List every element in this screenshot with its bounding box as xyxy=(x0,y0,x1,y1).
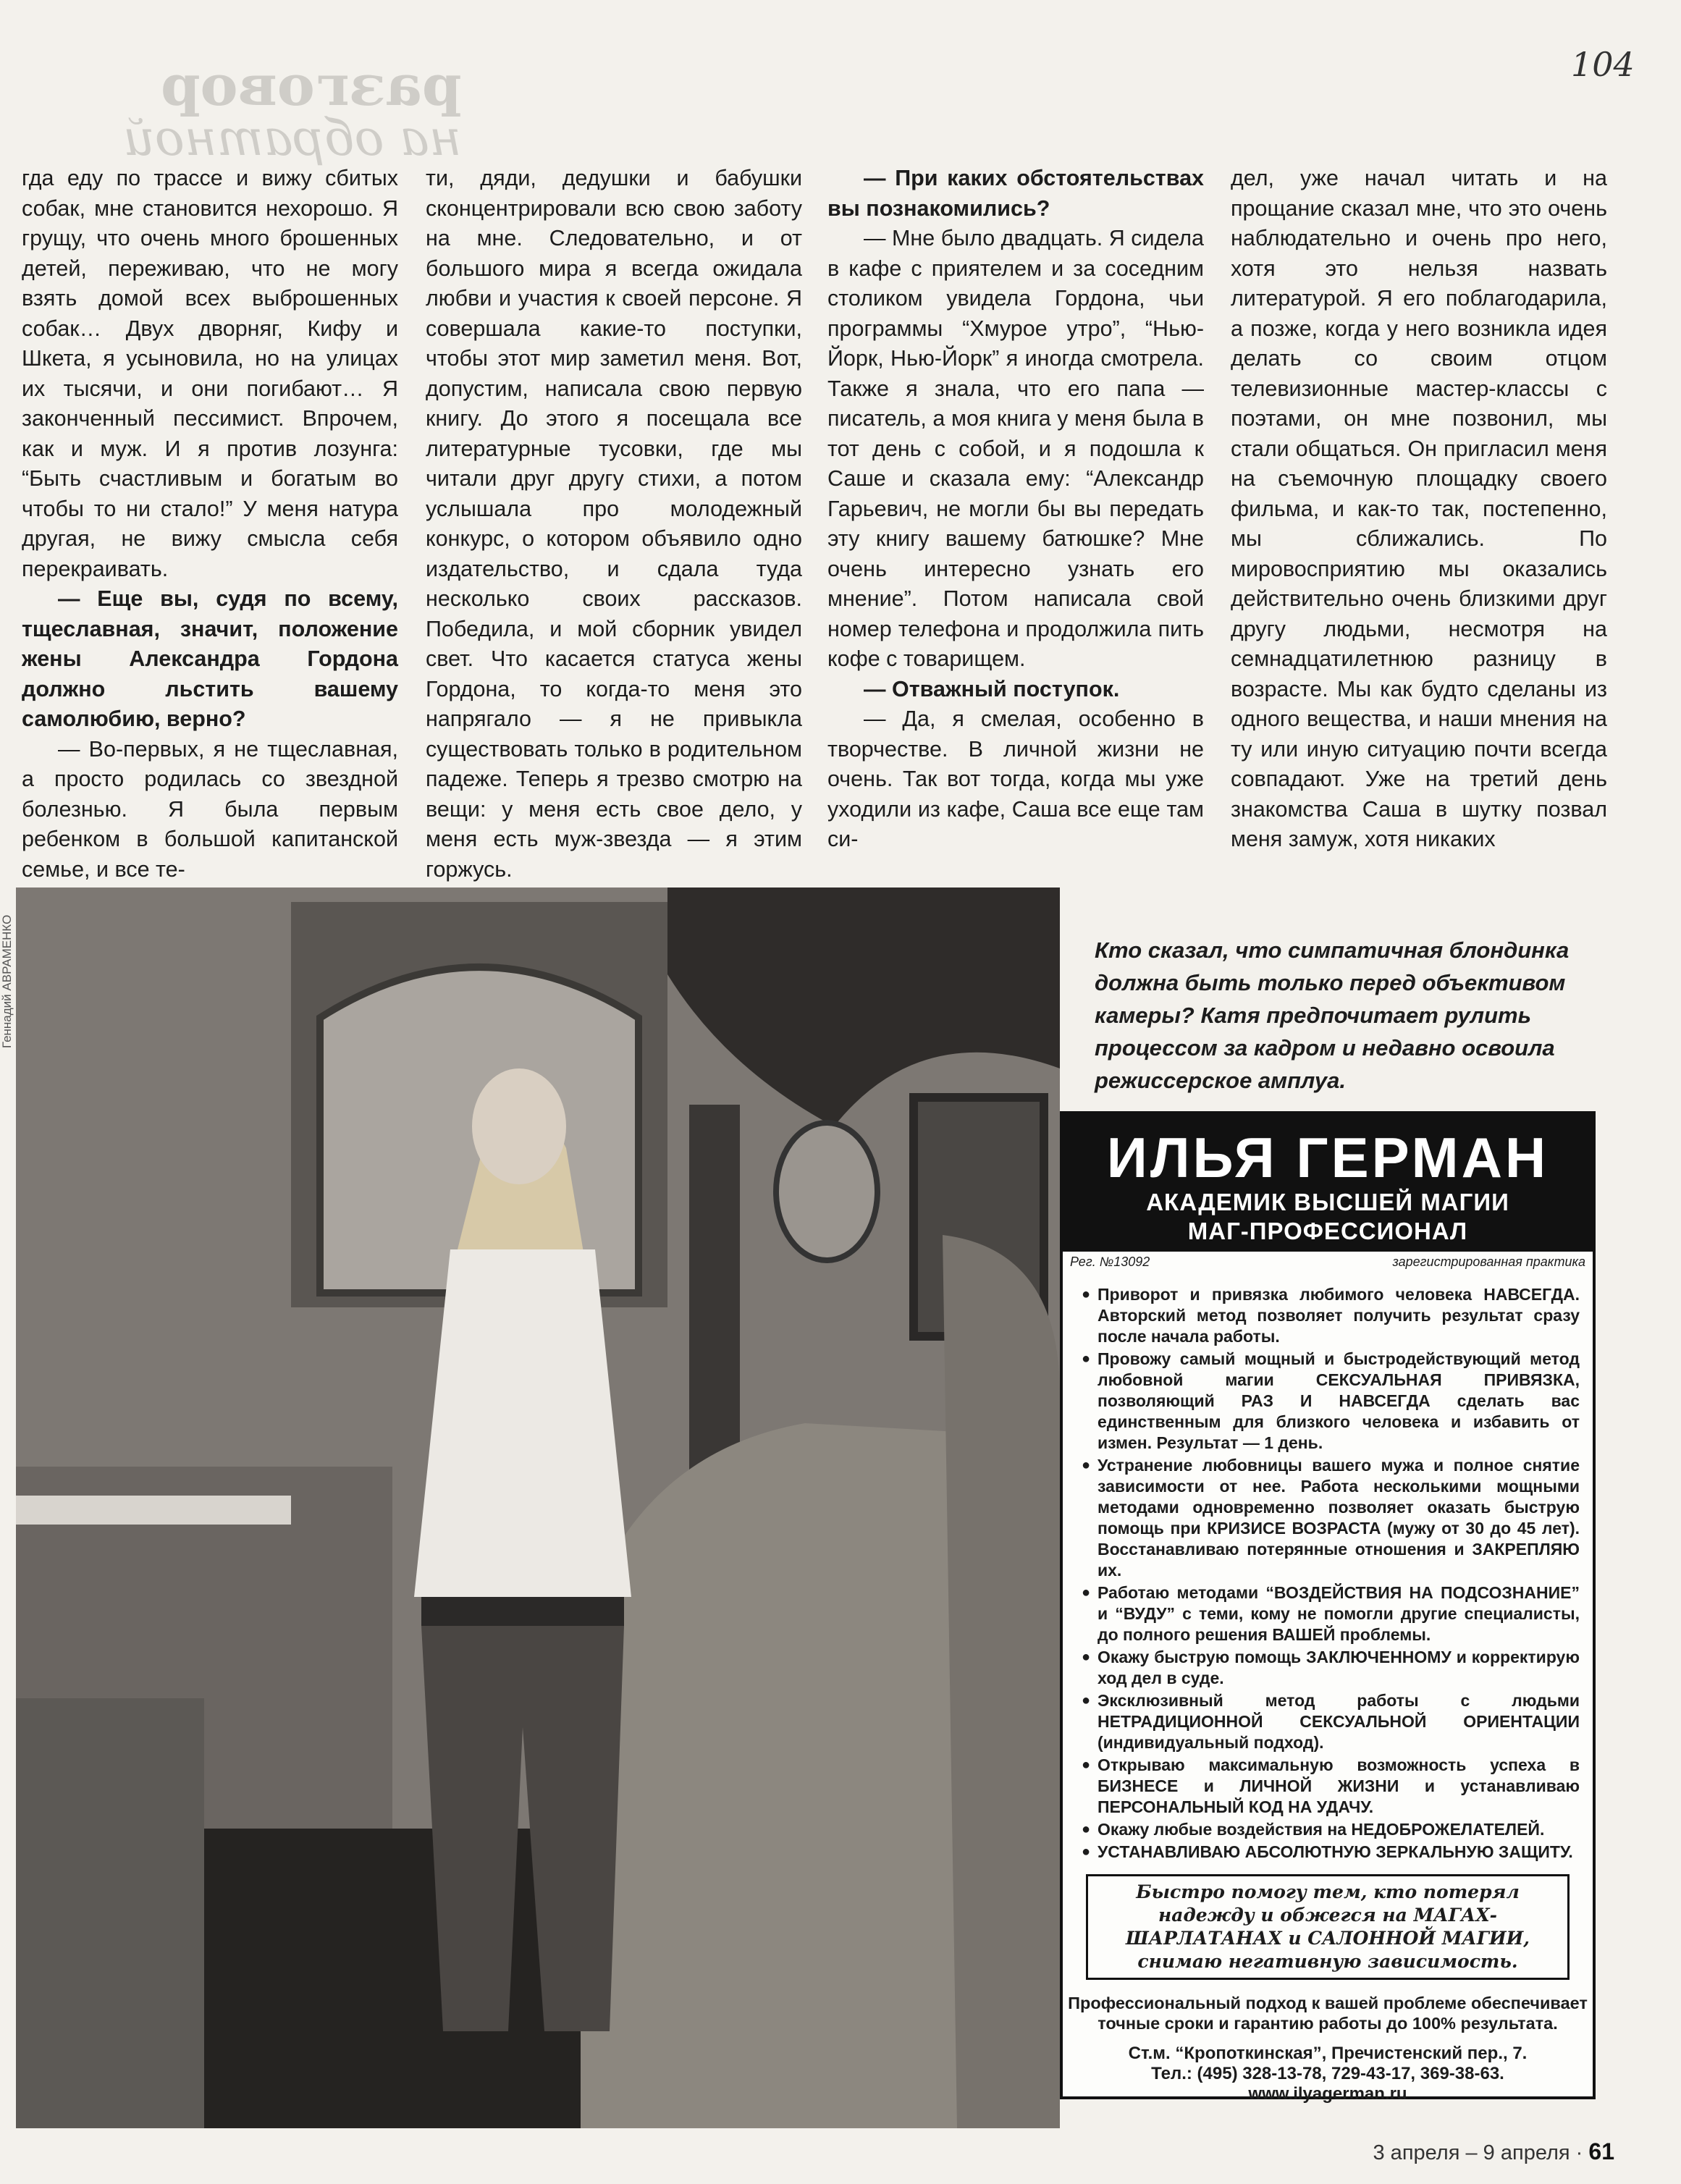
list-item: ● Окажу быструю помощь ЗАКЛЮЧЕННОМУ и корректирую ход дел в суде. xyxy=(1082,1647,1580,1689)
paragraph: ти, дяди, дедушки и бабушки сконцентрировали всю свою заботу на мне. Следовательно, и от большого мира я всегда ожидала любви и участия к своей персоне. Я совершала какие-то поступки, чтобы этот мир заметил меня. Вот, допустим, написала свою первую книгу. До этого я посещала все литературные тусовки, где мы читали друг другу стихи, а потом услышала про молодежный конкурс, о котором объявило одно издательство, и сдала туда несколько своих рассказов. Победила, и мой сборник увидел свет. Что касается статуса жены Гордона, то когда-то меня это напрягало — я не привыкла существовать только в родительном падеже. Теперь я трезво смотрю на вещи: у меня есть свое дело, у меня есть муж-звезда — я этим горжусь. xyxy=(426,166,802,882)
ad-reg-number: Рег. №13092 xyxy=(1070,1255,1150,1269)
ad-subtitle-1: АКАДЕМИК ВЫСШЕЙ МАГИИ xyxy=(1146,1189,1509,1215)
ad-boxed-offer: Быстро помогу тем, кто потерял надежду и обжегся на МАГАХ-ШАРЛАТАНАХ и САЛОННОЙ МАГИИ, снимаю негативную зависимость. xyxy=(1086,1874,1570,1980)
list-item: ● Эксклюзивный метод работы с людьми НЕТРАДИЦИОННОЙ СЕКСУАЛЬНОЙ ОРИЕНТАЦИИ (индивидуальный подход). xyxy=(1082,1690,1580,1753)
paragraph: — Мне было двадцать. Я сидела в кафе с приятелем и за соседним столиком увидела Гордона, чьи программы “Хмурое утро”, “Нью-Йорк, Нью-Йорк” я иногда смотрела. Также я знала, что его папа — писатель, а моя книга у меня была в тот день с собой, и я подошла к Саше и сказала ему: “Александр Гарьевич, не могли бы вы передать эту книгу вашему батюшке? Мне очень интересно узнать его мнение”. Потом написала свой номер телефона и продолжила пить кофе с товарищем. xyxy=(827,226,1204,671)
list-item: ● Приворот и привязка любимого человека НАВСЕГДА. Авторский метод позволяет получить результат сразу после начала работы. xyxy=(1082,1284,1580,1347)
ad-guarantee: Профессиональный подход к вашей проблеме обеспечивает точные сроки и гарантию работы до 100% результата. xyxy=(1068,1994,1588,2033)
ad-header xyxy=(1063,1114,1593,1252)
interview-question: — Еще вы, судя по всему, тщеславная, значит, положение жены Александра Гордона должно льстить вашему самолюбию, верно? xyxy=(22,586,398,731)
page-number: 61 xyxy=(1588,2138,1614,2164)
list-item: ● Окажу любые воздействия на НЕДОБРОЖЕЛАТЕЛЕЙ. xyxy=(1082,1819,1580,1840)
paragraph: — Во-первых, я не тщеславная, а просто родилась со звездной болезнью. Я была первым ребенком в большой капитанской семье, и все те- xyxy=(22,736,398,882)
article-column-1 xyxy=(22,164,398,885)
ad-title: ИЛЬЯ ГЕРМАН xyxy=(1106,1126,1549,1189)
bleed-line-2: на обратной xyxy=(123,110,462,167)
paragraph: дел, уже начал читать и на прощание сказал мне, что это очень наблюдательно и очень про него, хотя это нельзя назвать литературой. Я его поблагодарила, а позже, когда у него возникла идея делать со своим отцом телевизионные мастер-классы с поэтами, он мне позвонил, мы стали общаться. Он пригласил меня на съемочную площадку своего фильма, и как-то так, постепенно, мы сближались. По мировосприятию мы оказались действительно очень близкими друг другу людьми, несмотря на семнадцатилетнюю разницу в возрасте. Мы как будто сделаны из одного вещества, и наши мнения на ту или иную ситуацию почти всегда совпадают. Уже на третий день знакомства Саша в шутку позвал меня замуж, хотя никаких xyxy=(1231,166,1607,851)
interview-question: — При каких обстоятельствах вы познакомились? xyxy=(827,166,1204,221)
advertisement xyxy=(1060,1111,1596,2104)
ad-address: Ст.м. “Кропоткинская”, Пречистенский пер., 7. xyxy=(1128,2044,1528,2063)
ad-subtitle-2: МАГ-ПРОФЕССИОНАЛ xyxy=(1187,1218,1468,1244)
photo-credit: Геннадий АВРАМЕНКО xyxy=(0,914,14,1049)
list-item: ● УСТАНАВЛИВАЮ АБСОЛЮТНУЮ ЗЕРКАЛЬНУЮ ЗАЩИТУ. xyxy=(1082,1842,1580,1863)
ad-services-list xyxy=(1082,1284,1580,1863)
handwritten-page-number: 104 xyxy=(1571,45,1635,84)
article-column-2 xyxy=(426,164,802,885)
ad-contacts xyxy=(1063,2044,1593,2104)
ad-registration xyxy=(1063,1252,1593,1274)
article-photo xyxy=(16,887,1060,2128)
issue-dates: 3 апреля – 9 апреля · xyxy=(1373,2141,1583,2164)
paragraph: — Да, я смелая, особенно в творчестве. В личной жизни не очень. Так вот тогда, когда мы уже уходили из кафе, Саша все еще там си- xyxy=(827,707,1204,851)
bleed-line-1: разговор xyxy=(161,53,462,119)
ad-website: www.ilyagerman.ru xyxy=(1248,2084,1407,2104)
article-column-4 xyxy=(1231,164,1607,855)
paragraph: гда еду по трассе и вижу сбитых собак, мне становится нехорошо. Я грущу, что очень много брошенных детей, переживаю, что не могу взять домой всех выброшенных собак… Двух дворняг, Кифу и Шкета, я усыновила, но на улицах их тысячи, и они погибают… Я законченный пессимист. Впрочем, как и муж. И я против лозунга: “Быть счастливым и богатым во чтобы то ни стало!” У меня натура другая, не вижу смысла себя перекраивать. xyxy=(22,166,398,581)
list-item: ● Открываю максимальную возможность успеха в БИЗНЕСЕ и ЛИЧНОЙ ЖИЗНИ и устанавливаю ПЕРСОНАЛЬНЫЙ КОД НА УДАЧУ. xyxy=(1082,1755,1580,1818)
photo-illustration xyxy=(16,887,1060,2128)
bleed-through-header xyxy=(123,53,462,167)
ad-phones: Тел.: (495) 328-13-78, 729-43-17, 369-38-63. xyxy=(1151,2064,1504,2083)
article-column-3 xyxy=(827,164,1204,855)
list-item: ● Устранение любовницы вашего мужа и полное снятие зависимости от нее. Работа несколькими мощными методами одновременно позволяет оказать быструю помощь при КРИЗИСЕ ВОЗРАСТА (мужу от 30 до 45 лет). Восстанавливаю потерянные отношения и ЗАКРЕПЛЯЮ их. xyxy=(1082,1455,1580,1581)
interview-question: — Отважный поступок. xyxy=(864,676,1120,701)
page-footer xyxy=(1373,2138,1615,2165)
list-item: ● Работаю методами “ВОЗДЕЙСТВИЯ НА ПОДСОЗНАНИЕ” и “ВУДУ” с теми, кому не помогли другие специалисты, до полного решения ВАШЕЙ проблемы. xyxy=(1082,1582,1580,1645)
list-item: ● Провожу самый мощный и быстродействующий метод любовной магии СЕКСУАЛЬНАЯ ПРИВЯЗКА, позволяющий РАЗ И НАВСЕГДА сделать вас единственным для близкого человека и избавить от измен. Результат — 1 день. xyxy=(1082,1349,1580,1454)
ad-practice: зарегистрированная практика xyxy=(1392,1255,1585,1269)
photo-caption: Кто сказал, что симпатичная блондинка должна быть только перед объективом камеры? Катя предпочитает рулить процессом за кадром и недавно освоила режиссерское амплуа. xyxy=(1095,937,1570,1093)
